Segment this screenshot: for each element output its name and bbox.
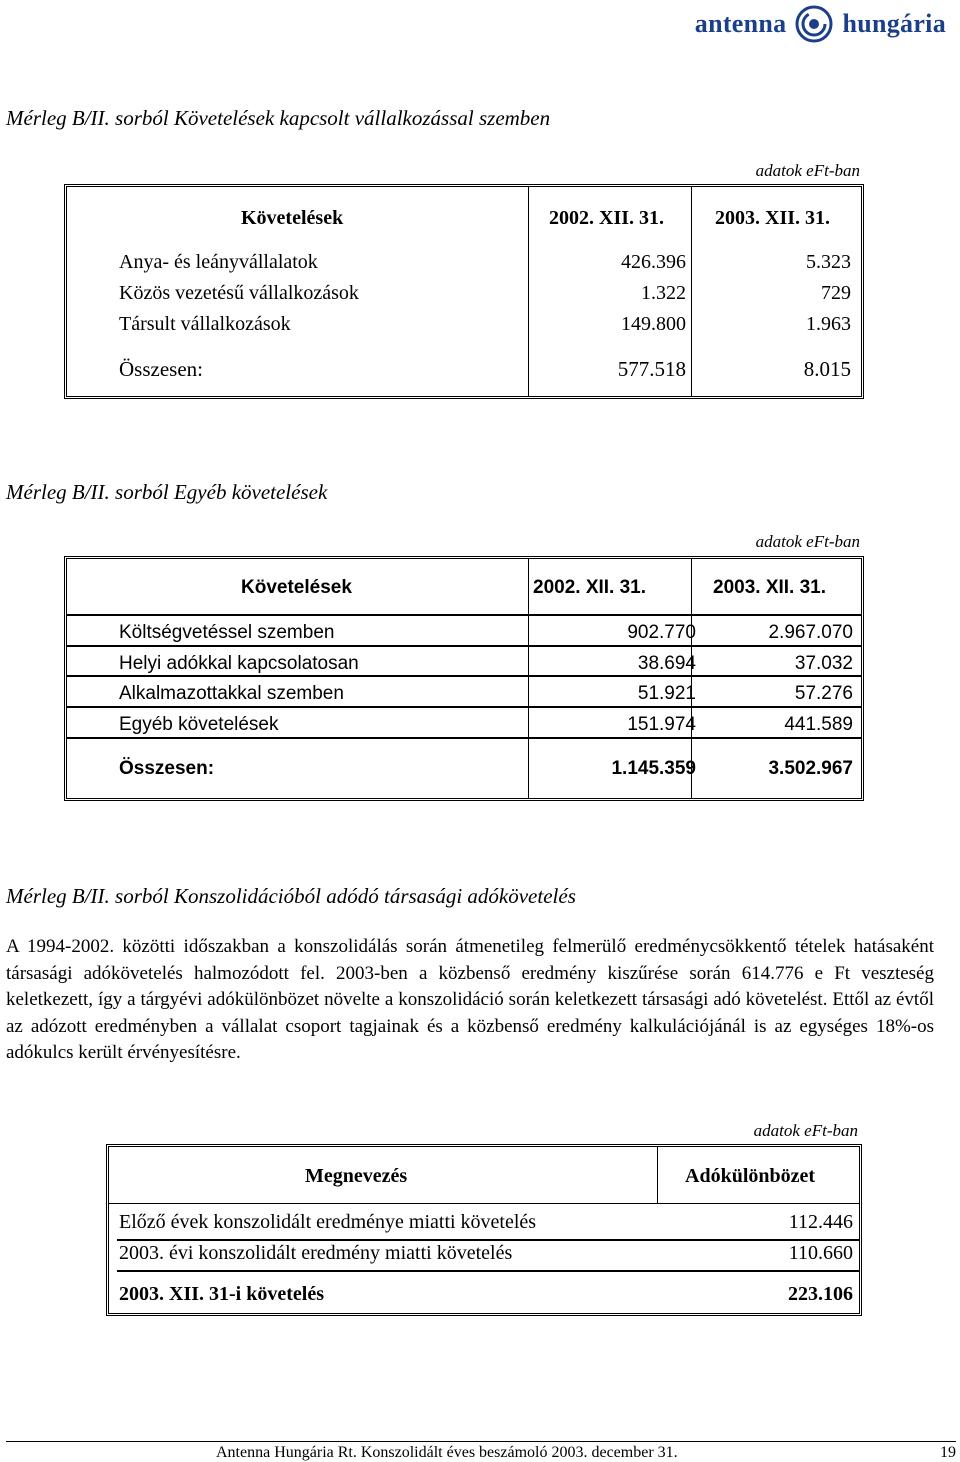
section-title-egyeb: Mérleg B/II. sorból Egyéb követelések — [6, 480, 328, 504]
page-number: 19 — [940, 1444, 956, 1461]
row-label: 2003. évi konszolidált eredmény miatti követelés — [119, 1242, 513, 1264]
value-2002: 426.396 — [621, 251, 686, 273]
value-2003: 1.963 — [806, 313, 851, 335]
value-2003: 441.589 — [784, 714, 853, 735]
table-row — [67, 251, 861, 277]
unit-label: adatok eFt-ban — [755, 532, 860, 551]
total-label: Összesen: — [119, 357, 203, 381]
unit-label: adatok eFt-ban — [755, 161, 860, 180]
row-separator — [67, 614, 861, 616]
value-2002: 902.770 — [627, 622, 696, 643]
section-title-konszolidacio: Mérleg B/II. sorból Konszolidációból adódó társasági adókövetelés — [6, 884, 576, 908]
header-cell: 2002. XII. 31. — [533, 577, 647, 598]
table-adokulonbozet — [106, 1144, 862, 1316]
header-cell: 2003. XII. 31. — [715, 207, 831, 229]
table-row — [109, 1242, 859, 1268]
total-label: 2003. XII. 31-i követelés — [119, 1283, 324, 1305]
value-2003: 729 — [821, 282, 851, 304]
total-2003: 8.015 — [803, 357, 851, 381]
footer-text: Antenna Hungária Rt. Konszolidált éves beszámoló 2003. december 31. — [216, 1444, 678, 1461]
value-2003: 37.032 — [794, 653, 853, 674]
company-logo — [695, 4, 946, 44]
header-cell: Követelések — [241, 577, 352, 598]
header-cell: Követelések — [241, 207, 344, 229]
row-label: Helyi adókkal kapcsolatosan — [119, 653, 359, 674]
total-label: Összesen: — [119, 758, 215, 779]
logo-word-hungaria: hungária — [842, 9, 946, 38]
row-label: Egyéb követelések — [119, 714, 279, 735]
logo-word-antenna: antenna — [694, 9, 787, 38]
table-row — [67, 622, 861, 648]
value-2002: 1.322 — [641, 282, 686, 304]
table-row — [67, 653, 861, 679]
unit-label: adatok eFt-ban — [753, 1121, 858, 1140]
table-kapcsolt — [64, 184, 864, 399]
value-2002: 149.800 — [621, 313, 686, 335]
table-row — [67, 313, 861, 339]
table-total-row — [67, 357, 861, 383]
table-row — [67, 683, 861, 709]
row-value: 112.446 — [788, 1211, 853, 1233]
table-row — [67, 282, 861, 308]
total-2003: 3.502.967 — [768, 758, 853, 779]
row-value: 110.660 — [788, 1242, 853, 1264]
value-2002: 38.694 — [637, 653, 696, 674]
header-cell: Adókülönbözet — [685, 1165, 816, 1187]
row-label: Alkalmazottakkal szemben — [119, 683, 344, 704]
header-cell: 2002. XII. 31. — [549, 207, 665, 229]
value-2003: 57.276 — [794, 683, 853, 704]
table-header — [67, 207, 861, 233]
value-2002: 151.974 — [627, 714, 696, 735]
logo-wave-icon — [791, 4, 837, 44]
total-2002: 577.518 — [617, 357, 686, 381]
table-row — [109, 1211, 859, 1237]
header-separator — [109, 1203, 859, 1204]
table-header — [109, 1165, 859, 1191]
row-label: Közös vezetésű vállalkozások — [119, 282, 359, 304]
row-separator — [117, 1270, 859, 1272]
header-cell: Megnevezés — [305, 1165, 408, 1187]
value-2003: 2.967.070 — [768, 622, 853, 643]
row-label: Társult vállalkozások — [119, 313, 291, 335]
table-total-row — [109, 1283, 859, 1309]
header-cell: 2003. XII. 31. — [713, 577, 827, 598]
row-label: Előző évek konszolidált eredménye miatti követelés — [119, 1211, 537, 1233]
value-2002: 51.921 — [637, 683, 696, 704]
row-separator — [117, 1239, 859, 1241]
row-label: Költségvetéssel szemben — [119, 622, 335, 643]
table-total-row — [67, 758, 861, 784]
section-paragraph: A 1994-2002. közötti időszakban a konszolidálás során átmenetileg felmerülő eredménycsökkentő tételek hatásaként társasági adókövetelés halmozódott fel. 2003-ben a közbenső eredmény kiszűrése során 614.776 e Ft veszteség keletkezett, így a tárgyévi adókülönbözet növelte a konszolidáció során keletkezett társasági adó követelést. Ettől az évtől az adózott eredményben a vállalat csoport tagjainak és a közbenső eredmény kalkulációjánál is az egységes 18%-os adókulcs került érvényesítésre. — [6, 936, 934, 1064]
table-row — [67, 714, 861, 740]
table-header — [67, 577, 861, 603]
footer-rule — [6, 1441, 956, 1442]
total-2002: 1.145.359 — [611, 758, 696, 779]
section-title-kapcsolt: Mérleg B/II. sorból Követelések kapcsolt vállalkozással szemben — [6, 106, 551, 130]
row-label: Anya- és leányvállalatok — [119, 251, 318, 273]
table-egyeb — [64, 556, 864, 801]
value-2003: 5.323 — [806, 251, 851, 273]
total-value: 223.106 — [788, 1283, 853, 1305]
